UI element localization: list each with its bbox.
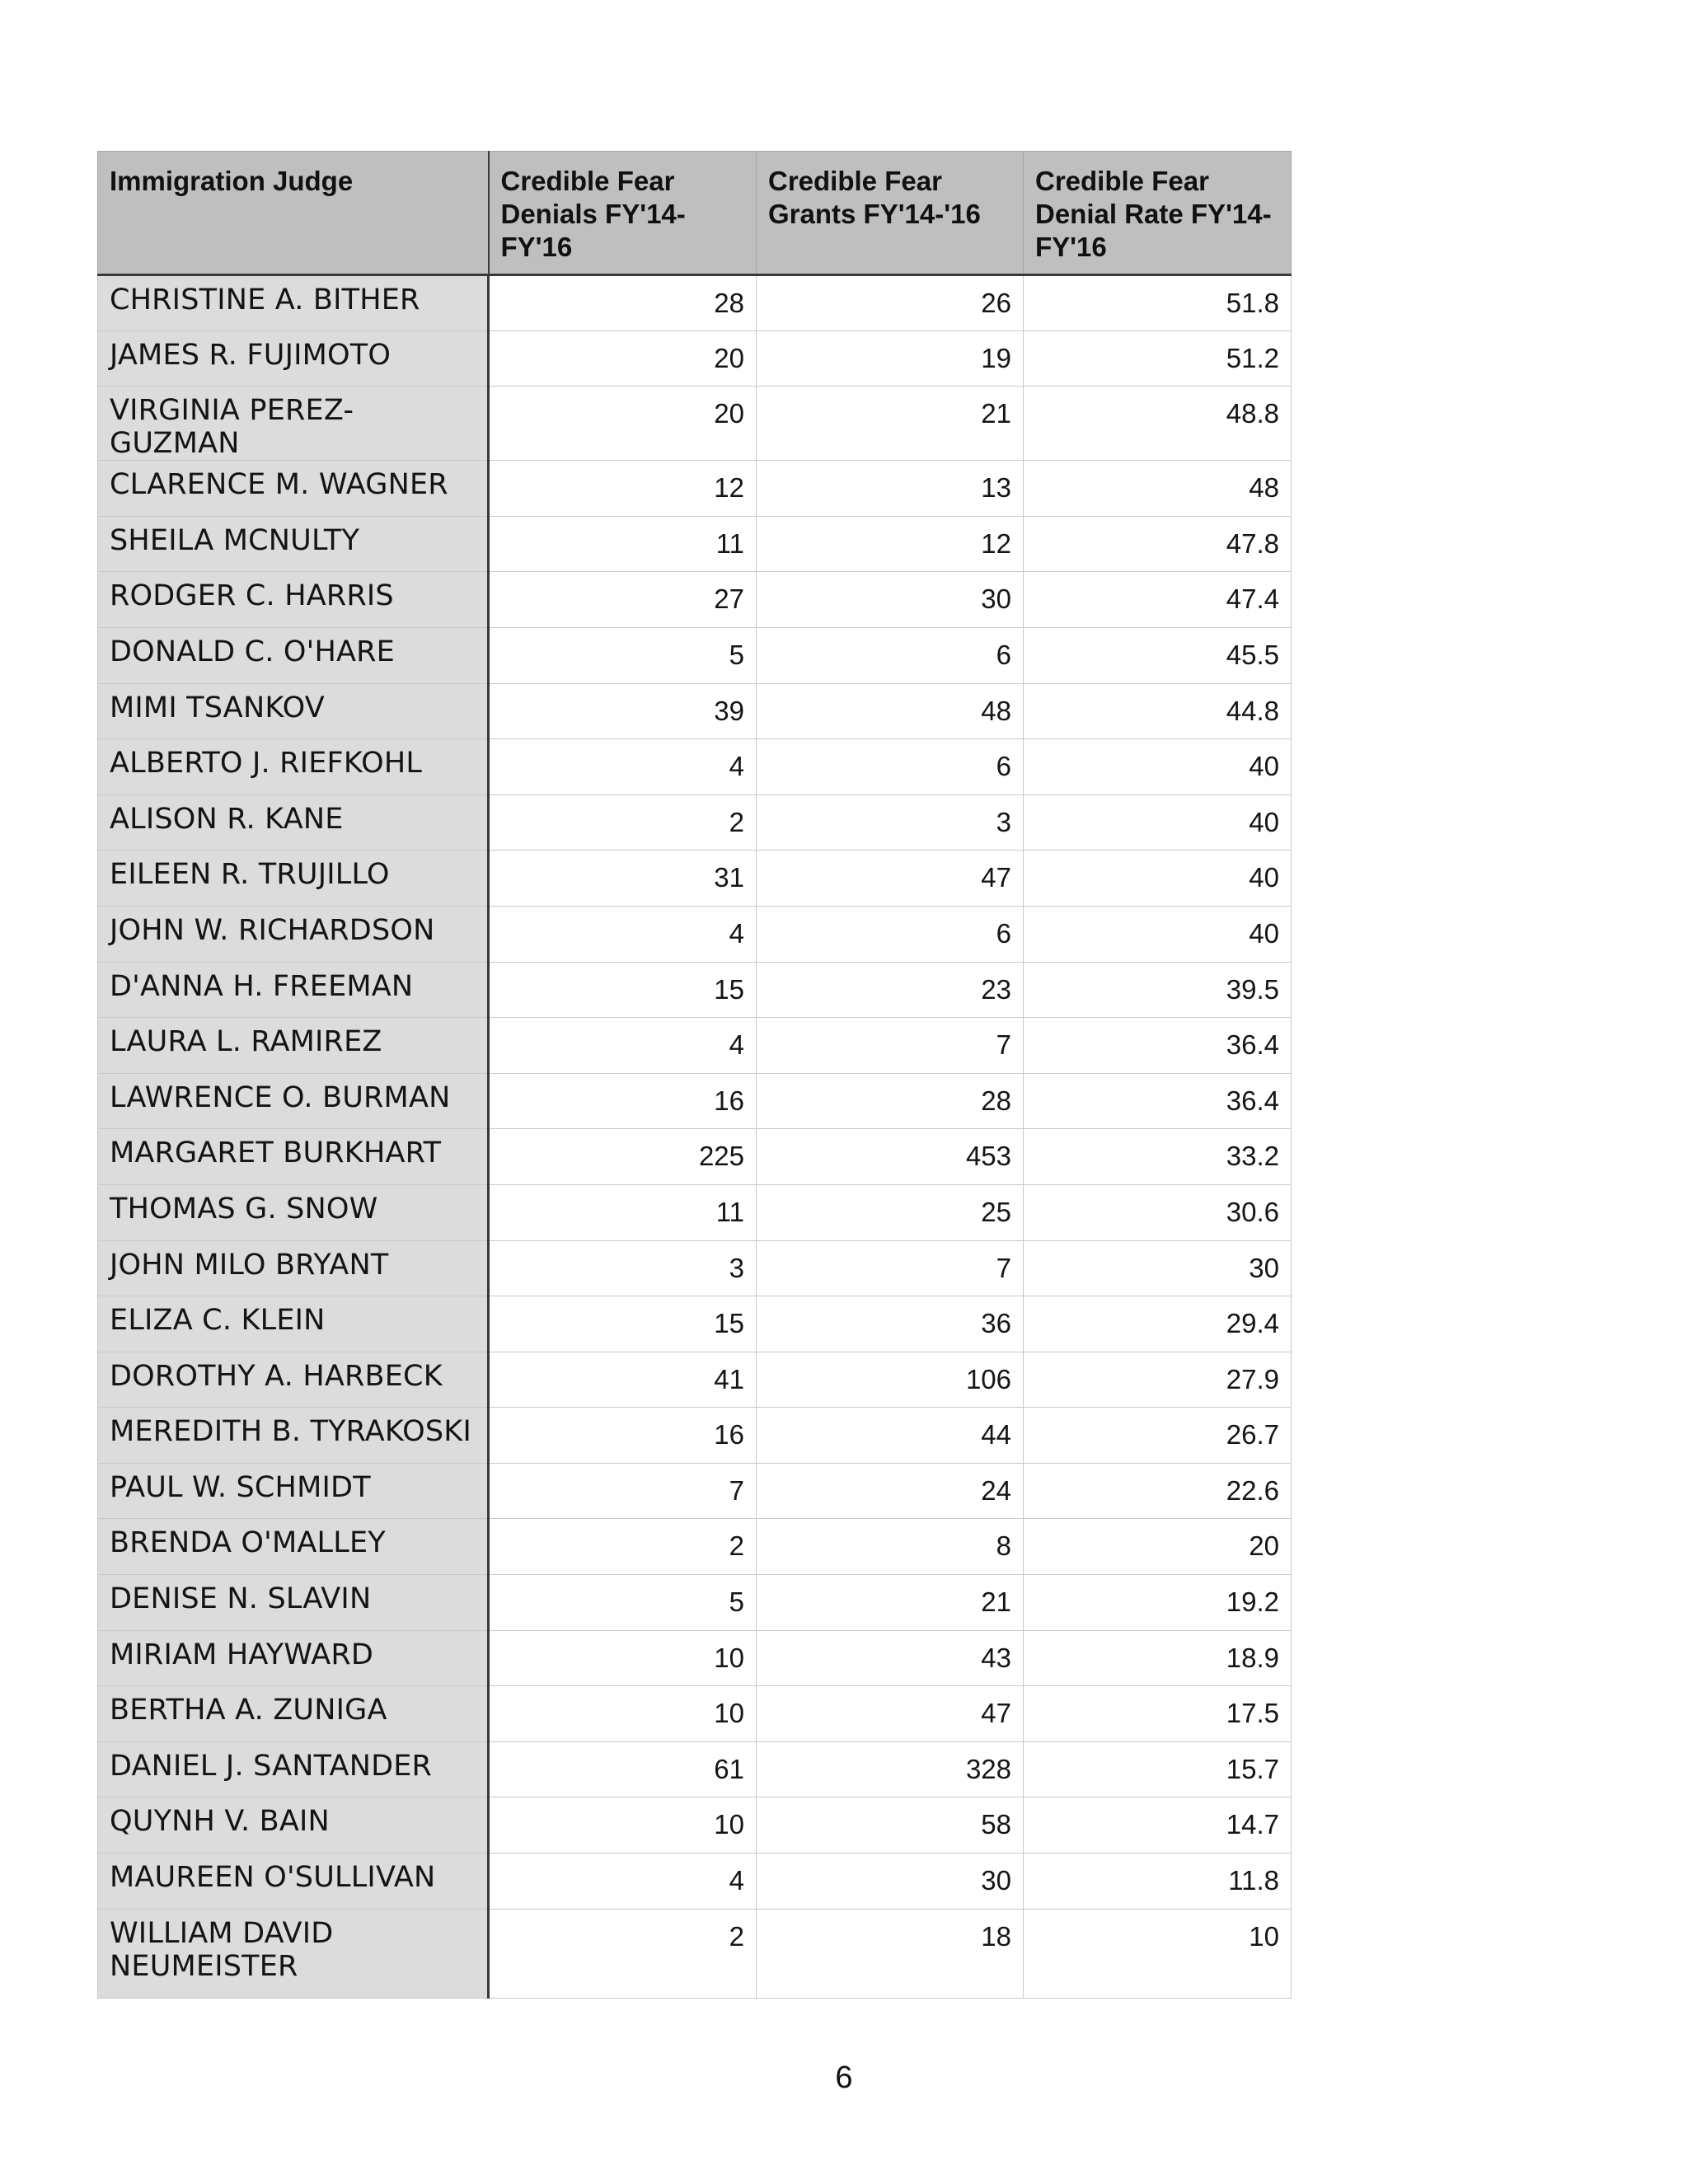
grants-cell: 26 <box>757 275 1024 331</box>
denial-rate-cell: 33.2 <box>1024 1129 1292 1185</box>
judge-name-cell: ALBERTO J. RIEFKOHL <box>98 739 489 795</box>
grants-cell: 28 <box>757 1073 1024 1129</box>
grants-cell: 8 <box>757 1519 1024 1575</box>
judge-name-cell: MEREDITH B. TYRAKOSKI <box>98 1408 489 1464</box>
denials-cell: 4 <box>489 906 757 962</box>
judge-name-cell: QUYNH V. BAIN <box>98 1797 489 1854</box>
grants-cell: 21 <box>757 1575 1024 1631</box>
denial-rate-cell: 45.5 <box>1024 627 1292 683</box>
denials-cell: 11 <box>489 1184 757 1240</box>
denials-cell: 20 <box>489 387 757 461</box>
grants-cell: 48 <box>757 683 1024 739</box>
judge-name-cell: WILLIAM DAVID NEUMEISTER <box>98 1909 489 1998</box>
table-row <box>98 1352 1292 1408</box>
judge-name-cell: VIRGINIA PEREZ-GUZMAN <box>98 387 489 461</box>
judge-name-cell: DOROTHY A. HARBECK <box>98 1352 489 1408</box>
judge-name-cell: DANIEL J. SANTANDER <box>98 1741 489 1797</box>
table-row <box>98 1686 1292 1742</box>
denial-rate-cell: 40 <box>1024 739 1292 795</box>
judge-name-cell: EILEEN R. TRUJILLO <box>98 851 489 907</box>
judge-name-cell: JOHN MILO BRYANT <box>98 1240 489 1296</box>
denial-rate-cell: 19.2 <box>1024 1575 1292 1631</box>
denials-cell: 2 <box>489 1519 757 1575</box>
denial-rate-cell: 29.4 <box>1024 1296 1292 1352</box>
table-row <box>98 794 1292 851</box>
judge-name-cell: ALISON R. KANE <box>98 794 489 851</box>
table-row <box>98 1240 1292 1296</box>
table-row <box>98 275 1292 331</box>
denial-rate-cell: 39.5 <box>1024 962 1292 1018</box>
judge-name-cell: SHEILA MCNULTY <box>98 516 489 572</box>
table-row <box>98 1184 1292 1240</box>
grants-cell: 24 <box>757 1463 1024 1519</box>
denial-rate-cell: 11.8 <box>1024 1854 1292 1910</box>
grants-cell: 7 <box>757 1018 1024 1074</box>
denial-rate-cell: 36.4 <box>1024 1018 1292 1074</box>
judge-name-cell: MIMI TSANKOV <box>98 683 489 739</box>
table-row <box>98 627 1292 683</box>
denial-rate-cell: 20 <box>1024 1519 1292 1575</box>
page-number: 6 <box>835 2060 853 2095</box>
grants-cell: 7 <box>757 1240 1024 1296</box>
table-row <box>98 1797 1292 1854</box>
judge-name-cell: BERTHA A. ZUNIGA <box>98 1686 489 1742</box>
denials-cell: 39 <box>489 683 757 739</box>
judge-name-cell: THOMAS G. SNOW <box>98 1184 489 1240</box>
denial-rate-cell: 14.7 <box>1024 1797 1292 1854</box>
denial-rate-cell: 47.4 <box>1024 572 1292 628</box>
table-row <box>98 851 1292 907</box>
table-row <box>98 1018 1292 1074</box>
grants-cell: 6 <box>757 906 1024 962</box>
denial-rate-cell: 27.9 <box>1024 1352 1292 1408</box>
table-row <box>98 1854 1292 1910</box>
denials-cell: 4 <box>489 739 757 795</box>
grants-cell: 6 <box>757 739 1024 795</box>
table-row <box>98 516 1292 572</box>
table-body <box>98 275 1292 1999</box>
denial-rate-cell: 40 <box>1024 851 1292 907</box>
judge-name-cell: PAUL W. SCHMIDT <box>98 1463 489 1519</box>
judge-name-cell: MIRIAM HAYWARD <box>98 1630 489 1686</box>
grants-cell: 21 <box>757 387 1024 461</box>
table-row <box>98 1129 1292 1185</box>
denials-cell: 4 <box>489 1018 757 1074</box>
denials-cell: 41 <box>489 1352 757 1408</box>
table-row <box>98 1073 1292 1129</box>
denials-cell: 2 <box>489 1909 757 1998</box>
denials-cell: 20 <box>489 330 757 387</box>
denials-cell: 10 <box>489 1630 757 1686</box>
grants-cell: 3 <box>757 794 1024 851</box>
denial-rate-cell: 17.5 <box>1024 1686 1292 1742</box>
denials-cell: 27 <box>489 572 757 628</box>
grants-cell: 43 <box>757 1630 1024 1686</box>
grants-cell: 6 <box>757 627 1024 683</box>
denial-rate-cell: 15.7 <box>1024 1741 1292 1797</box>
grants-cell: 58 <box>757 1797 1024 1854</box>
denials-cell: 15 <box>489 1296 757 1352</box>
grants-cell: 453 <box>757 1129 1024 1185</box>
denial-rate-cell: 36.4 <box>1024 1073 1292 1129</box>
judge-name-cell: BRENDA O'MALLEY <box>98 1519 489 1575</box>
denials-cell: 12 <box>489 461 757 517</box>
judge-name-cell: DONALD C. O'HARE <box>98 627 489 683</box>
grants-cell: 47 <box>757 1686 1024 1742</box>
denials-cell: 10 <box>489 1686 757 1742</box>
header-credible-fear-denial-rate: Credible Fear Denial Rate FY'14-FY'16 <box>1024 152 1292 275</box>
table-row <box>98 461 1292 517</box>
denial-rate-cell: 30.6 <box>1024 1184 1292 1240</box>
table-header-row <box>98 152 1292 275</box>
grants-cell: 44 <box>757 1408 1024 1464</box>
table-row <box>98 572 1292 628</box>
table-row <box>98 330 1292 387</box>
denial-rate-cell: 47.8 <box>1024 516 1292 572</box>
denials-cell: 7 <box>489 1463 757 1519</box>
table-row <box>98 1463 1292 1519</box>
judge-name-cell: JOHN W. RICHARDSON <box>98 906 489 962</box>
denial-rate-cell: 22.6 <box>1024 1463 1292 1519</box>
grants-cell: 23 <box>757 962 1024 1018</box>
denials-cell: 15 <box>489 962 757 1018</box>
denials-cell: 2 <box>489 794 757 851</box>
table-row <box>98 1575 1292 1631</box>
denial-rate-cell: 30 <box>1024 1240 1292 1296</box>
denial-rate-cell: 48.8 <box>1024 387 1292 461</box>
denials-cell: 10 <box>489 1797 757 1854</box>
table-row <box>98 739 1292 795</box>
judge-name-cell: ELIZA C. KLEIN <box>98 1296 489 1352</box>
grants-cell: 36 <box>757 1296 1024 1352</box>
denial-rate-cell: 48 <box>1024 461 1292 517</box>
denials-cell: 4 <box>489 1854 757 1910</box>
table-row <box>98 962 1292 1018</box>
denial-rate-cell: 10 <box>1024 1909 1292 1998</box>
header-credible-fear-denials: Credible Fear Denials FY'14-FY'16 <box>489 152 757 275</box>
grants-cell: 328 <box>757 1741 1024 1797</box>
denials-cell: 11 <box>489 516 757 572</box>
judge-name-cell: LAURA L. RAMIREZ <box>98 1018 489 1074</box>
denials-cell: 5 <box>489 1575 757 1631</box>
table-row <box>98 1519 1292 1575</box>
denial-rate-cell: 40 <box>1024 794 1292 851</box>
judge-name-cell: D'ANNA H. FREEMAN <box>98 962 489 1018</box>
table-row <box>98 1741 1292 1797</box>
denial-rate-cell: 44.8 <box>1024 683 1292 739</box>
judge-name-cell: CLARENCE M. WAGNER <box>98 461 489 517</box>
table-row <box>98 1630 1292 1686</box>
grants-cell: 18 <box>757 1909 1024 1998</box>
grants-cell: 47 <box>757 851 1024 907</box>
table-row <box>98 683 1292 739</box>
judge-name-cell: JAMES R. FUJIMOTO <box>98 330 489 387</box>
grants-cell: 106 <box>757 1352 1024 1408</box>
table-row <box>98 387 1292 461</box>
judge-name-cell: LAWRENCE O. BURMAN <box>98 1073 489 1129</box>
denial-rate-cell: 40 <box>1024 906 1292 962</box>
denials-cell: 16 <box>489 1073 757 1129</box>
denials-cell: 31 <box>489 851 757 907</box>
denial-rate-cell: 51.8 <box>1024 275 1292 331</box>
table-row <box>98 1909 1292 1998</box>
grants-cell: 13 <box>757 461 1024 517</box>
denial-rate-cell: 51.2 <box>1024 330 1292 387</box>
denials-cell: 5 <box>489 627 757 683</box>
denials-cell: 61 <box>489 1741 757 1797</box>
judge-name-cell: RODGER C. HARRIS <box>98 572 489 628</box>
grants-cell: 30 <box>757 1854 1024 1910</box>
table-row <box>98 1296 1292 1352</box>
judge-name-cell: CHRISTINE A. BITHER <box>98 275 489 331</box>
grants-cell: 25 <box>757 1184 1024 1240</box>
denials-cell: 16 <box>489 1408 757 1464</box>
judge-name-cell: MAUREEN O'SULLIVAN <box>98 1854 489 1910</box>
denials-cell: 3 <box>489 1240 757 1296</box>
header-credible-fear-grants: Credible Fear Grants FY'14-'16 <box>757 152 1024 275</box>
denials-cell: 28 <box>489 275 757 331</box>
grants-cell: 19 <box>757 330 1024 387</box>
grants-cell: 30 <box>757 572 1024 628</box>
judge-credible-fear-table <box>97 151 1292 1999</box>
denial-rate-cell: 26.7 <box>1024 1408 1292 1464</box>
judge-name-cell: MARGARET BURKHART <box>98 1129 489 1185</box>
table-row <box>98 1408 1292 1464</box>
grants-cell: 12 <box>757 516 1024 572</box>
header-immigration-judge: Immigration Judge <box>98 152 489 275</box>
denials-cell: 225 <box>489 1129 757 1185</box>
table-row <box>98 906 1292 962</box>
judge-name-cell: DENISE N. SLAVIN <box>98 1575 489 1631</box>
denial-rate-cell: 18.9 <box>1024 1630 1292 1686</box>
